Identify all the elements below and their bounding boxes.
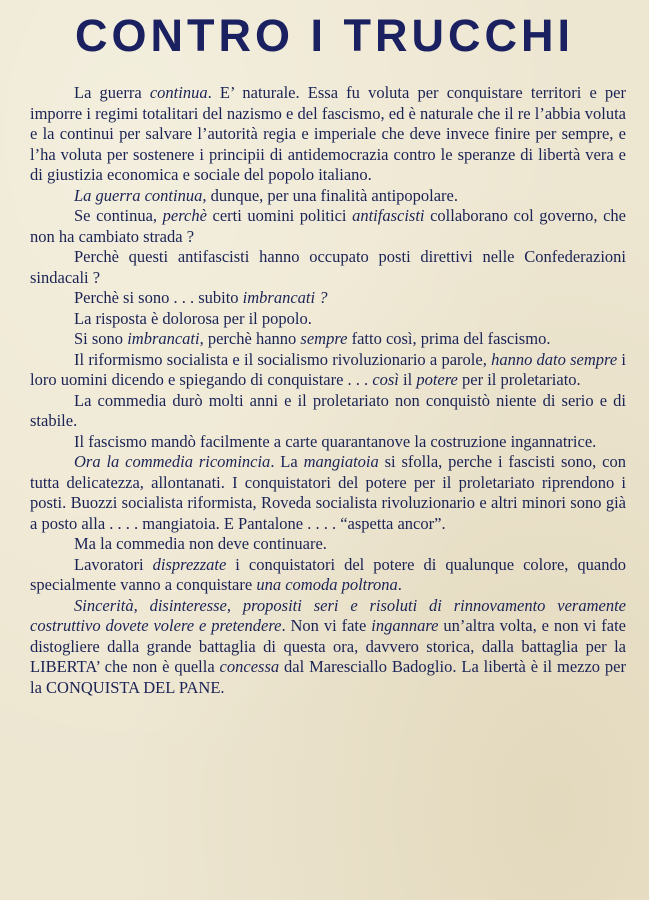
paragraph: [30, 83, 626, 186]
italic-text: ingannare: [371, 616, 439, 635]
text-run: Perchè si sono . . . subito: [74, 288, 243, 307]
italic-text: La guerra continua: [74, 185, 203, 205]
text-run: Lavoratori: [74, 554, 153, 574]
paragraph: [30, 452, 626, 534]
italic-text: potere: [416, 370, 458, 389]
text-run: .: [397, 575, 402, 594]
text-run: fatto così, prima del fascismo.: [347, 329, 551, 348]
italic-text: Ora la commedia ricomincia: [74, 452, 271, 471]
text-run: , perchè hanno: [199, 329, 301, 348]
paragraph: [30, 555, 626, 596]
italic-text: hanno dato sempre: [491, 349, 618, 369]
italic-text: una comoda poltrona: [256, 575, 398, 594]
text-run: Ma la commedia non deve continuare.: [74, 534, 327, 553]
text-run: i loro uomini dicendo e spiegando di conquistare . . .: [30, 349, 626, 389]
italic-text: disprezzate: [152, 554, 227, 574]
text-run: La commedia durò molti anni e il proletariato non conquistò niente di serio e di stabile.: [30, 390, 626, 430]
italic-text: concessa: [219, 657, 280, 676]
text-run: dal Maresciallo Badoglio. La libertà è il mezzo per la CONQUISTA DEL PANE.: [30, 657, 626, 697]
text-run: Perchè questi antifascisti hanno occupato posti direttivi nelle Confederazioni sindacali ?: [30, 247, 626, 287]
italic-text: imbrancati: [127, 329, 200, 348]
text-run: La guerra: [74, 83, 150, 102]
text-run: . La: [270, 452, 304, 471]
text-run: La risposta è dolorosa per il popolo.: [74, 308, 312, 328]
text-run: Si sono: [74, 329, 128, 348]
paragraph: [30, 350, 626, 391]
page-title: CONTRO I TRUCCHI: [75, 10, 574, 61]
paragraph: [30, 309, 626, 330]
text-run: , dunque, per una finalità antipopolare.: [202, 185, 459, 205]
paragraph: [30, 596, 626, 699]
text-run: Il fascismo mandò facilmente a carte quarantanove la costruzione ingannatrice.: [74, 431, 597, 451]
text-run: il: [398, 370, 417, 389]
text-run: certi uomini politici: [206, 206, 353, 225]
text-run: . E’ naturale. Essa fu voluta per conquistare territori e per imporre i regimi totalitari del nazismo e del fascismo, ed è naturale che il re l’abbia voluta e la continui per salvare l’autorità regia e imperiale che deve invece finire per sempre, e l’ha voluta per sostenere i principii di antidemocrazia contro le speranze di libertà vera e di giustizia economica e sociale del popolo italiano.: [30, 83, 626, 184]
paragraph: [30, 247, 626, 288]
paragraph: [30, 432, 626, 453]
paragraph: [30, 288, 626, 309]
paragraph: [30, 186, 626, 207]
text-run: un’altra volta, e non vi fate distogliere dalla grande battaglia di questa ora, davvero storica, dalla battaglia per la LIBERTA’ che non è quella: [30, 616, 626, 676]
paragraph: [30, 206, 626, 247]
italic-text: antifascisti: [352, 206, 425, 225]
paragraph: [30, 534, 626, 555]
paragraph: [30, 329, 626, 350]
italic-text: Sincerità, disinteresse, propositi seri e risoluti di rinnovamento veramente costruttivo dovete volere e pretendere: [30, 595, 626, 635]
text-run: si sfolla, perche i fascisti sono, con tutta delicatezza, allontanati. I conquistatori del potere per il proletariato riprendono i posti. Buozzi socialista riformista, Roveda socialista rivoluzionario e altri minori sono già a posto alla . . . . mangiatoia. E Pantalone . . . . “aspetta ancor”.: [30, 452, 626, 533]
italic-text: imbrancati ?: [242, 288, 328, 307]
text-run: per il proletariato.: [457, 370, 581, 389]
italic-text: mangiatoia: [303, 452, 379, 471]
text-run: Se continua,: [74, 206, 163, 225]
italic-text: perchè: [162, 206, 207, 225]
text-run: Il riformismo socialista e il socialismo rivoluzionario a parole,: [74, 349, 492, 369]
italic-text: sempre: [300, 329, 348, 348]
text-run: . Non vi fate: [281, 616, 372, 635]
text-run: i conquistatori del potere di qualunque colore, quando specialmente vanno a conquistare: [30, 554, 627, 594]
paragraph: [30, 391, 626, 432]
italic-text: così: [372, 370, 399, 389]
article-body: [30, 83, 626, 698]
text-run: collaborano col governo, che non ha cambiato strada ?: [30, 206, 626, 246]
italic-text: continua: [149, 83, 208, 102]
